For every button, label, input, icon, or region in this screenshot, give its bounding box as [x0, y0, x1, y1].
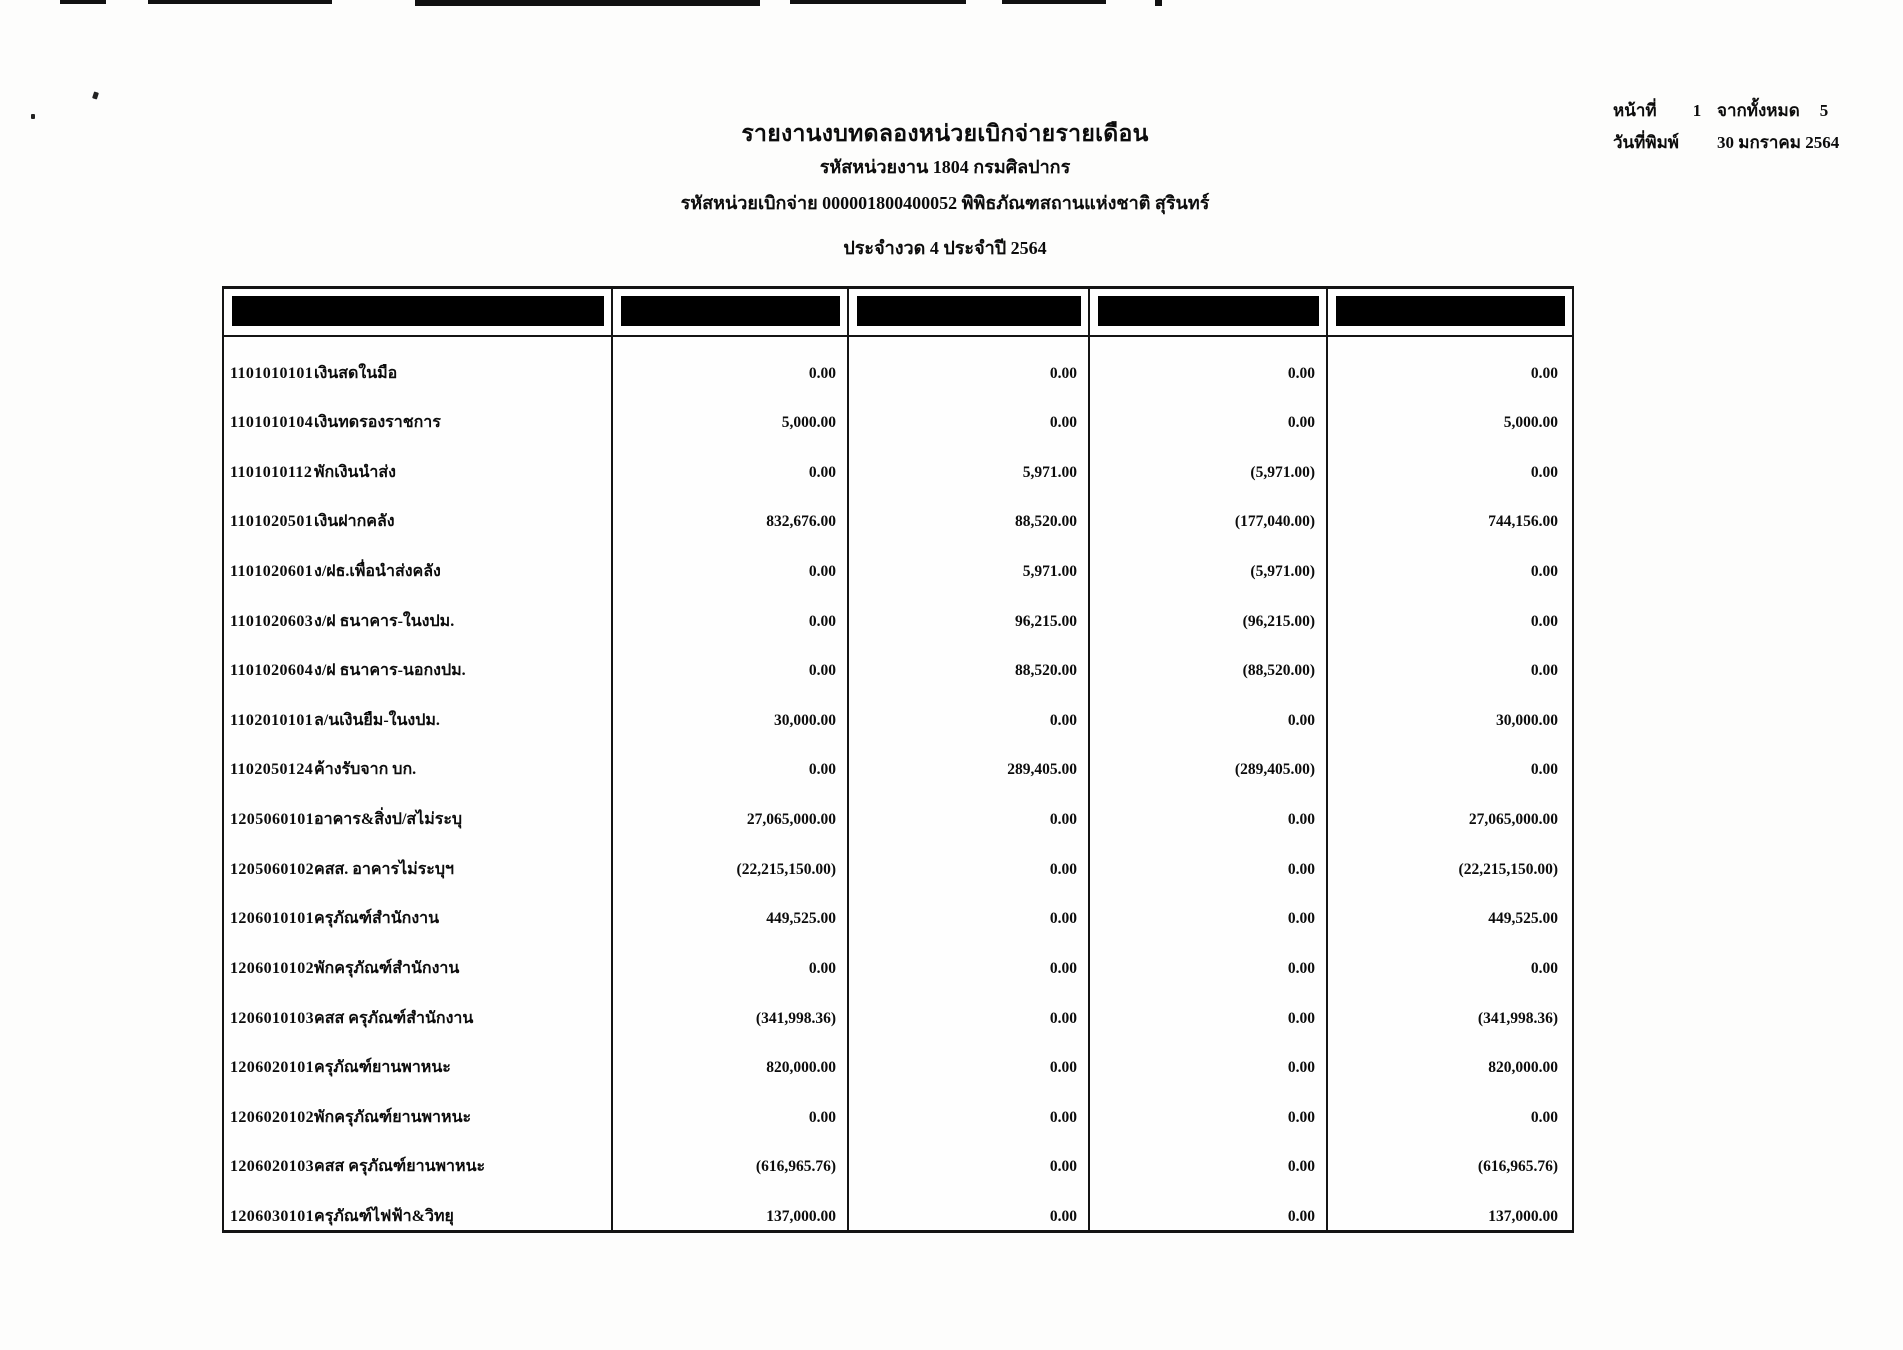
table-row — [224, 932, 1572, 982]
amount-col4: (289,405.00) — [1090, 734, 1328, 784]
amount-col5: 0.00 — [1530, 364, 1558, 382]
account-code: 1102050124 — [230, 761, 314, 779]
account-cell — [224, 387, 613, 437]
amount-col2: 27,065,000.00 — [613, 783, 849, 833]
amount-col5: 820,000.00 — [1488, 1059, 1558, 1077]
table-row — [224, 635, 1572, 685]
header-cell-col5 — [1328, 289, 1572, 335]
table-row — [224, 1032, 1572, 1082]
redacted-header-bar — [621, 296, 840, 326]
account-name: คสส ครุภัณฑ์สำนักงาน — [314, 1009, 474, 1027]
page-number-row — [1613, 101, 1845, 121]
account-code: 1101010101 — [230, 364, 314, 382]
amount-col4: 0.00 — [1090, 1081, 1328, 1131]
amount-col4: 0.00 — [1090, 1180, 1328, 1230]
account-code: 1206010101 — [230, 910, 314, 928]
print-date-label: วันที่พิมพ์ — [1613, 133, 1679, 152]
account-name: พักเงินนำส่ง — [314, 463, 396, 481]
amount-col2: (616,965.76) — [613, 1131, 849, 1181]
amount-col3: 0.00 — [849, 337, 1090, 387]
amount-col5: (616,965.76) — [1477, 1158, 1558, 1176]
amount-col5: 30,000.00 — [1496, 711, 1558, 729]
account-code: 1102010101 — [230, 711, 314, 729]
account-name: อาคาร&สิ่งป/สไม่ระบุ — [314, 811, 463, 829]
account-cell — [224, 1131, 613, 1181]
amount-col3: 0.00 — [849, 387, 1090, 437]
account-cell — [224, 833, 613, 883]
amount-col3: 0.00 — [849, 783, 1090, 833]
amount-col3: 88,520.00 — [849, 635, 1090, 685]
amount-col2: 137,000.00 — [613, 1180, 849, 1230]
account-code: 1206020103 — [230, 1158, 314, 1176]
amount-col2: (22,215,150.00) — [613, 833, 849, 883]
print-date: 30 มกราคม 2564 — [1717, 133, 1840, 152]
account-cell — [224, 486, 613, 536]
amount-col3: 0.00 — [849, 684, 1090, 734]
scan-artifact — [790, 0, 966, 4]
table-row — [224, 982, 1572, 1032]
amount-col3: 0.00 — [849, 1180, 1090, 1230]
account-cell — [224, 932, 613, 982]
amount-col2: (341,998.36) — [613, 982, 849, 1032]
amount-col2: 0.00 — [613, 436, 849, 486]
account-cell — [224, 734, 613, 784]
unit-code-line: รหัสหน่วยเบิกจ่าย 000001800400052 พิพิธภัณฑสถานแห่งชาติ สุรินทร์ — [680, 193, 1210, 213]
table-row — [224, 1131, 1572, 1181]
account-name: พักครุภัณฑ์ยานพาหนะ — [314, 1108, 472, 1126]
account-code: 1101020601 — [230, 563, 314, 581]
account-code: 1205060102 — [230, 860, 314, 878]
table-row — [224, 585, 1572, 635]
amount-col5: 744,156.00 — [1488, 513, 1558, 531]
account-name: เงินสดในมือ — [314, 364, 398, 382]
header-cell-col2 — [613, 289, 849, 335]
account-name: ง/ฝ ธนาคาร-นอกงปม. — [314, 662, 466, 680]
table-row — [224, 1180, 1572, 1230]
amount-col2: 820,000.00 — [613, 1032, 849, 1082]
account-code: 1101020501 — [230, 513, 314, 531]
account-cell — [224, 1180, 613, 1230]
account-cell — [224, 783, 613, 833]
amount-col5: 27,065,000.00 — [1468, 811, 1558, 829]
table-row — [224, 486, 1572, 536]
amount-col5: (22,215,150.00) — [1458, 860, 1558, 878]
account-code: 1206020101 — [230, 1059, 314, 1077]
trial-balance-table — [222, 286, 1574, 1233]
amount-col5: 0.00 — [1530, 563, 1558, 581]
amount-col2: 832,676.00 — [613, 486, 849, 536]
redacted-header-bar — [1336, 296, 1565, 326]
header-cell-col4 — [1090, 289, 1328, 335]
amount-col4: 0.00 — [1090, 783, 1328, 833]
account-code: 1206010103 — [230, 1009, 314, 1027]
amount-col5: 0.00 — [1530, 463, 1558, 481]
total-pages: 5 — [1819, 101, 1829, 120]
scan-artifact — [1155, 0, 1162, 6]
table-row — [224, 337, 1572, 387]
table-row — [224, 833, 1572, 883]
account-cell — [224, 982, 613, 1032]
account-code: 1101010112 — [230, 463, 313, 481]
account-name: คสส ครุภัณฑ์ยานพาหนะ — [314, 1158, 486, 1176]
amount-col4: 0.00 — [1090, 833, 1328, 883]
account-code: 1101020603 — [230, 612, 314, 630]
amount-col2: 0.00 — [613, 585, 849, 635]
table-row — [224, 883, 1572, 933]
account-cell — [224, 436, 613, 486]
amount-col3: 0.00 — [849, 833, 1090, 883]
amount-col5: 0.00 — [1530, 959, 1558, 977]
amount-col3: 0.00 — [849, 1032, 1090, 1082]
amount-col4: 0.00 — [1090, 387, 1328, 437]
redacted-header-bar — [232, 296, 604, 326]
amount-col2: 449,525.00 — [613, 883, 849, 933]
amount-col5: (341,998.36) — [1477, 1009, 1558, 1027]
amount-col5: 137,000.00 — [1488, 1207, 1558, 1225]
amount-col3: 0.00 — [849, 932, 1090, 982]
amount-col4: 0.00 — [1090, 1032, 1328, 1082]
amount-col3: 0.00 — [849, 1081, 1090, 1131]
table-row — [224, 535, 1572, 585]
account-code: 1206010102 — [230, 959, 314, 977]
scan-artifact — [415, 0, 760, 6]
table-row — [224, 783, 1572, 833]
amount-col2: 0.00 — [613, 337, 849, 387]
account-cell — [224, 585, 613, 635]
amount-col3: 88,520.00 — [849, 486, 1090, 536]
account-cell — [224, 1032, 613, 1082]
account-code: 1206030101 — [230, 1207, 314, 1225]
account-code: 1206020102 — [230, 1108, 314, 1126]
account-name: ง/ฝธ.เพื่อนำส่งคลัง — [314, 563, 441, 581]
amount-col5: 0.00 — [1530, 662, 1558, 680]
page-info-block — [1613, 101, 1845, 165]
amount-col4: (96,215.00) — [1090, 585, 1328, 635]
table-row — [224, 387, 1572, 437]
account-name: เงินทดรองราชการ — [314, 414, 441, 432]
account-name: ครุภัณฑ์ยานพาหนะ — [314, 1059, 451, 1077]
amount-col2: 5,000.00 — [613, 387, 849, 437]
table-row — [224, 734, 1572, 784]
amount-col5: 0.00 — [1530, 1108, 1558, 1126]
account-name: พักครุภัณฑ์สำนักงาน — [314, 959, 460, 977]
total-pages-label: จากทั้งหมด — [1717, 101, 1800, 120]
amount-col3: 5,971.00 — [849, 535, 1090, 585]
scan-artifact — [148, 0, 332, 4]
amount-col5: 5,000.00 — [1503, 414, 1558, 432]
header-cell-col3 — [849, 289, 1090, 335]
amount-col2: 0.00 — [613, 1081, 849, 1131]
account-name: ง/ฝ ธนาคาร-ในงปม. — [314, 612, 455, 630]
account-cell — [224, 1081, 613, 1131]
account-name: คสส. อาคารไม่ระบุฯ — [314, 860, 455, 878]
period-line: ประจำงวด 4 ประจำปี 2564 — [843, 238, 1047, 258]
amount-col4: 0.00 — [1090, 883, 1328, 933]
account-cell — [224, 635, 613, 685]
amount-col5: 0.00 — [1530, 612, 1558, 630]
amount-col4: 0.00 — [1090, 337, 1328, 387]
account-name: เงินฝากคลัง — [314, 513, 395, 531]
account-name: ค้างรับจาก บก. — [314, 761, 417, 779]
account-name: ครุภัณฑ์ไฟฟ้า&วิทยุ — [314, 1207, 454, 1225]
scan-artifact — [60, 0, 106, 4]
amount-col2: 0.00 — [613, 635, 849, 685]
amount-col4: (177,040.00) — [1090, 486, 1328, 536]
account-code: 1101010104 — [230, 414, 314, 432]
account-code: 1205060101 — [230, 811, 314, 829]
amount-col3: 0.00 — [849, 1131, 1090, 1181]
amount-col4: 0.00 — [1090, 1131, 1328, 1181]
amount-col3: 0.00 — [849, 883, 1090, 933]
amount-col5: 0.00 — [1530, 761, 1558, 779]
org-code-line: รหัสหน่วยงาน 1804 กรมศิลปากร — [819, 157, 1071, 177]
amount-col4: (5,971.00) — [1090, 436, 1328, 486]
account-code: 1101020604 — [230, 662, 314, 680]
amount-col3: 5,971.00 — [849, 436, 1090, 486]
account-name: ครุภัณฑ์สำนักงาน — [314, 910, 440, 928]
report-title: รายงานงบทดลองหน่วยเบิกจ่ายรายเดือน — [741, 121, 1149, 146]
amount-col4: 0.00 — [1090, 982, 1328, 1032]
amount-col4: 0.00 — [1090, 932, 1328, 982]
amount-col4: (88,520.00) — [1090, 635, 1328, 685]
account-cell — [224, 535, 613, 585]
scan-speck — [92, 91, 99, 99]
print-date-row — [1613, 133, 1845, 153]
amount-col2: 0.00 — [613, 535, 849, 585]
account-cell — [224, 684, 613, 734]
amount-col4: (5,971.00) — [1090, 535, 1328, 585]
table-header-row — [224, 289, 1572, 337]
amount-col2: 30,000.00 — [613, 684, 849, 734]
amount-col3: 289,405.00 — [849, 734, 1090, 784]
amount-col3: 96,215.00 — [849, 585, 1090, 635]
redacted-header-bar — [857, 296, 1081, 326]
amount-col4: 0.00 — [1090, 684, 1328, 734]
table-row — [224, 1081, 1572, 1131]
table-row — [224, 436, 1572, 486]
page-number: 1 — [1692, 101, 1702, 120]
amount-col2: 0.00 — [613, 932, 849, 982]
amount-col2: 0.00 — [613, 734, 849, 784]
table-body — [224, 337, 1572, 1230]
redacted-header-bar — [1098, 296, 1319, 326]
amount-col3: 0.00 — [849, 982, 1090, 1032]
account-name: ล/นเงินยืม-ในงปม. — [314, 711, 440, 729]
table-row — [224, 684, 1572, 734]
page-label: หน้าที่ — [1613, 101, 1657, 120]
amount-col5: 449,525.00 — [1488, 910, 1558, 928]
header-cell-account — [224, 289, 613, 335]
account-cell — [224, 337, 613, 387]
scan-artifact — [1002, 0, 1106, 4]
account-cell — [224, 883, 613, 933]
